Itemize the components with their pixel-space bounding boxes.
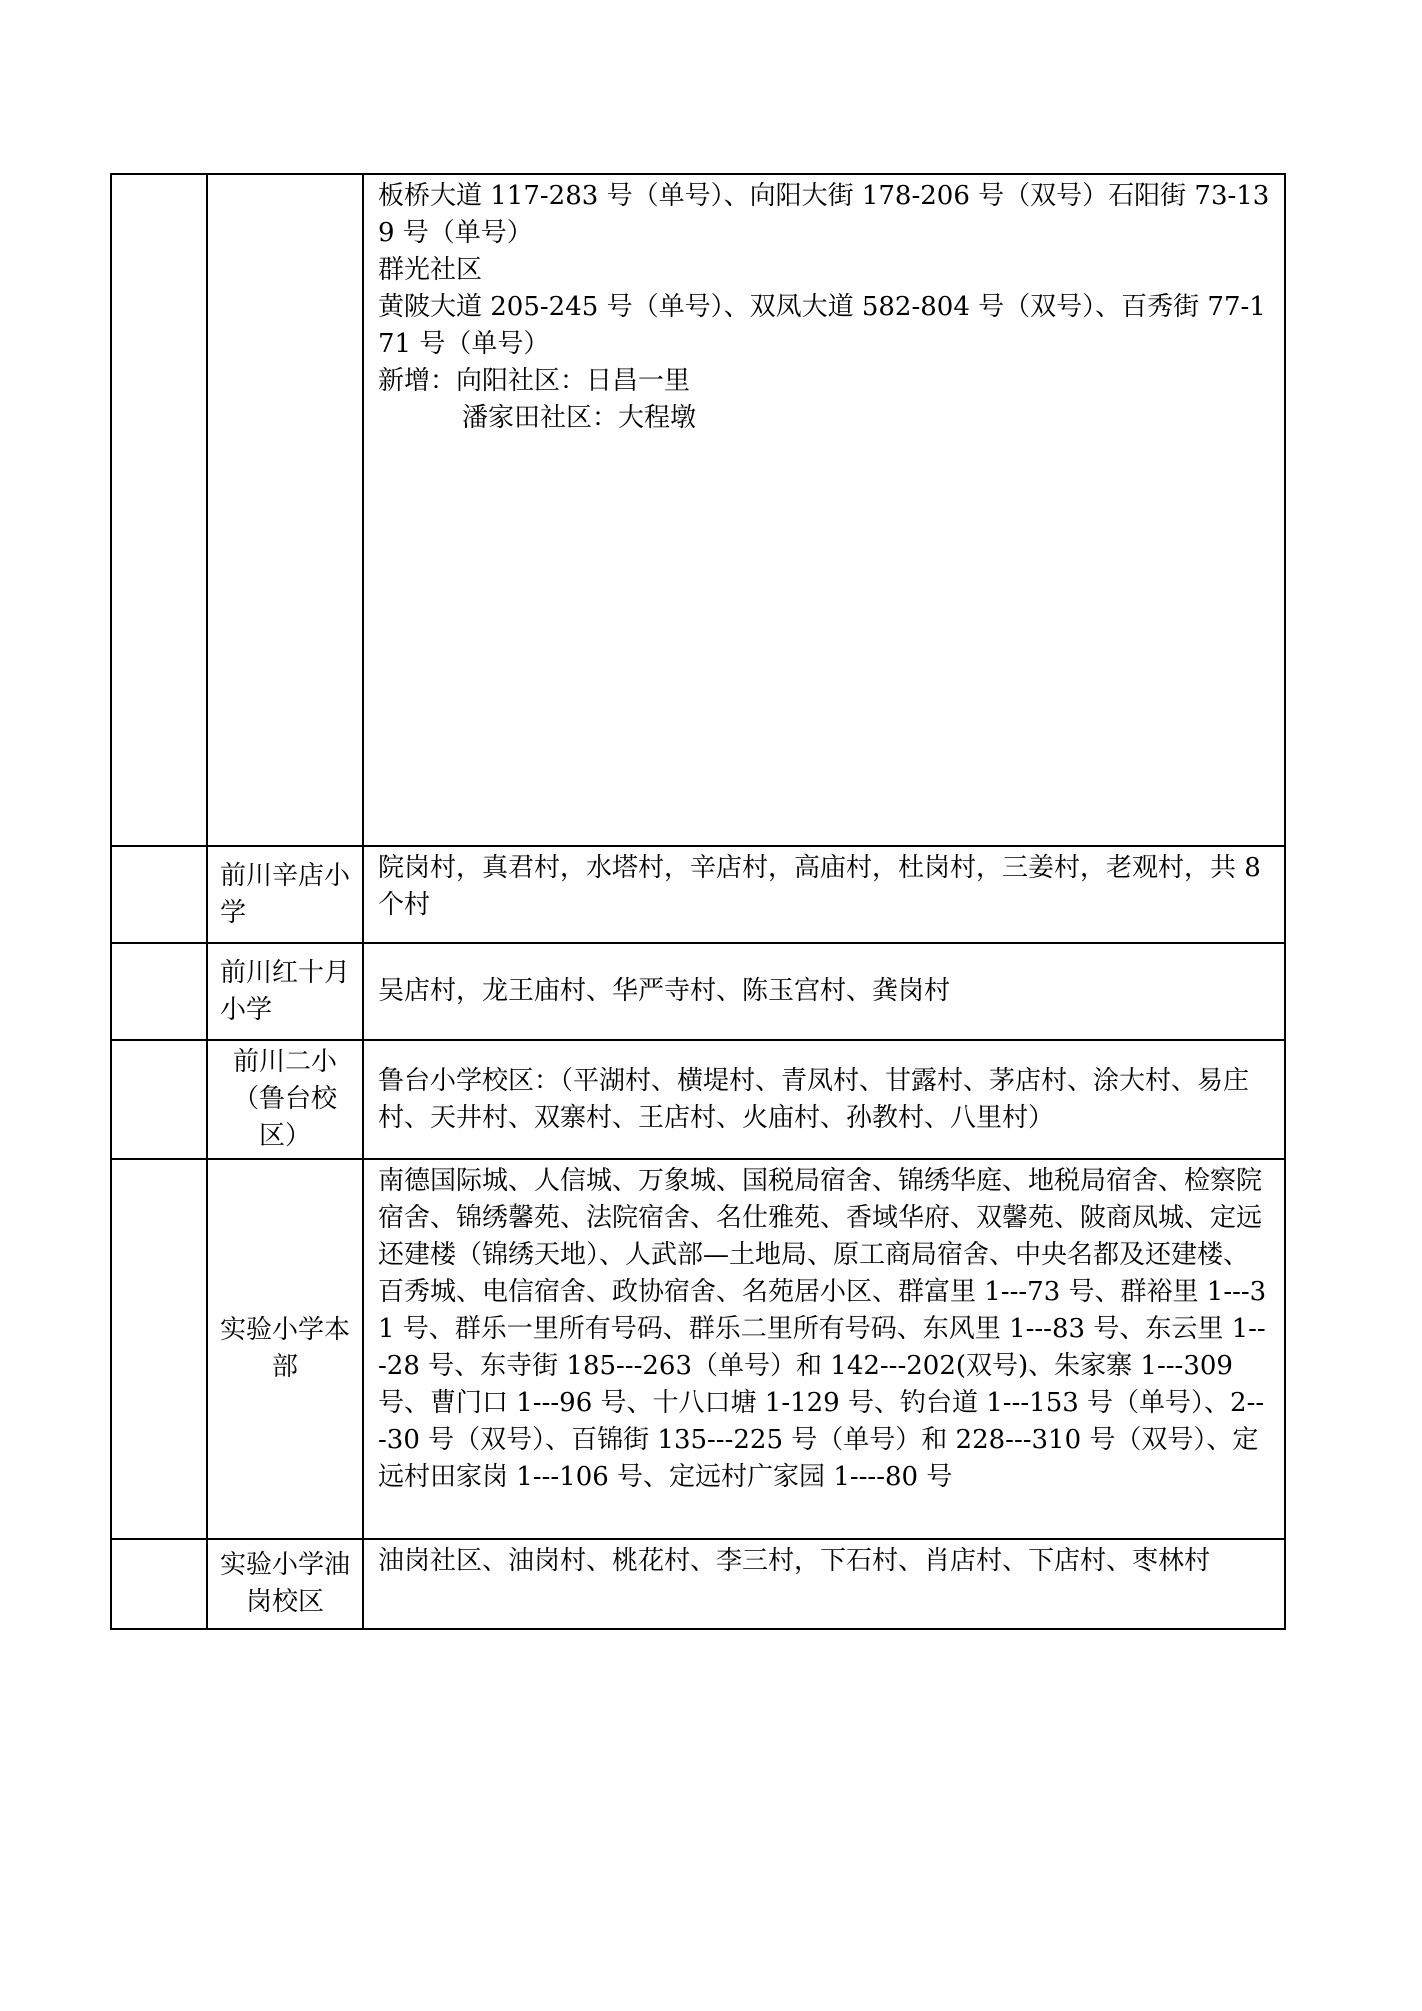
school-cell: 前川红十月小学 xyxy=(207,943,363,1040)
school-cell xyxy=(207,174,363,846)
area-line: 群光社区 xyxy=(378,255,483,285)
table-row xyxy=(111,846,1285,943)
school-cell: 前川二小（鲁台校区） xyxy=(207,1040,363,1159)
area-cell: 南德国际城、人信城、万象城、国税局宿舍、锦绣华庭、地税局宿舍、检察院宿舍、锦绣馨苑、法院宿舍、名仕雅苑、香域华府、双馨苑、陂商凤城、定远还建楼（锦绣天地）、人武部—土地局、原工商局宿舍、中央名都及还建楼、百秀城、电信宿舍、政协宿舍、名苑居小区、群富里 1---73 号、群裕里 1---31 号、群乐一里所有号码、群乐二里所有号码、东风里 1---83 号、东云里 1---28 号、东寺街 185---263（单号）和 142---202(双号)、朱家寨 1---309 号、曹门口 1---96 号、十八口塘 1-129 号、钓台道 1---153 号（单号）、2---30 号（双号）、百锦街 135---225 号（单号）和 228---310 号（双号）、定远村田家岗 1---106 号、定远村广家园 1----80 号 xyxy=(363,1159,1285,1539)
district-cell xyxy=(111,1159,207,1539)
area-cell: 油岗社区、油岗村、桃花村、李三村，下石村、肖店村、下店村、枣林村 xyxy=(363,1539,1285,1629)
table-row xyxy=(111,1040,1285,1159)
table-row xyxy=(111,1159,1285,1539)
table-row xyxy=(111,943,1285,1040)
table-row xyxy=(111,1539,1285,1629)
area-line: 潘家田社区：大程墩 xyxy=(462,403,697,433)
district-cell xyxy=(111,1040,207,1159)
area-cell: 院岗村，真君村，水塔村，辛店村，高庙村，杜岗村，三姜村，老观村，共 8 个村 xyxy=(363,846,1285,943)
area-cell: 鲁台小学校区：（平湖村、横堤村、青凤村、甘露村、茅店村、涂大村、易庄村、天井村、双寨村、王店村、火庙村、孙教村、八里村） xyxy=(363,1040,1285,1159)
area-line: 黄陂大道 205-245 号（单号）、双凤大道 582-804 号（双号）、百秀街 77-171 号（单号） xyxy=(378,292,1266,359)
school-cell: 实验小学油岗校区 xyxy=(207,1539,363,1629)
school-cell: 实验小学本部 xyxy=(207,1159,363,1539)
area-cell xyxy=(363,174,1285,846)
school-district-table xyxy=(110,173,1286,1630)
area-line: 板桥大道 117-283 号（单号）、向阳大街 178-206 号（双号）石阳街 73-139 号（单号） xyxy=(378,181,1270,248)
district-cell xyxy=(111,846,207,943)
district-cell xyxy=(111,1539,207,1629)
table-row xyxy=(111,174,1285,846)
area-cell: 吴店村，龙王庙村、华严寺村、陈玉宫村、龚岗村 xyxy=(363,943,1285,1040)
area-line: 新增：向阳社区：日昌一里 xyxy=(378,366,691,396)
school-cell: 前川辛店小学 xyxy=(207,846,363,943)
district-cell xyxy=(111,943,207,1040)
district-cell xyxy=(111,174,207,846)
